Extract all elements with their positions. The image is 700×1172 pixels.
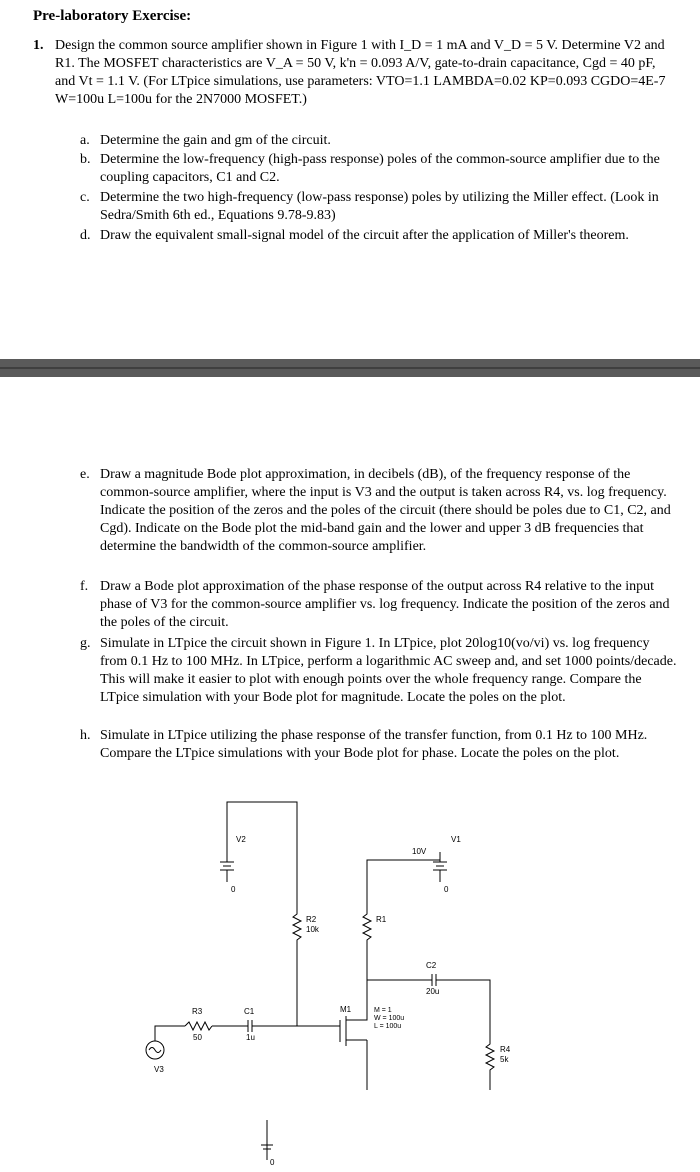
ground-label: 0 <box>270 1158 275 1167</box>
item-c <box>80 189 680 225</box>
item-label: d. <box>80 228 91 243</box>
ground-label: 0 <box>444 885 449 894</box>
c2-label: C2 <box>426 961 437 970</box>
item-text: Determine the two high-frequency (low-pass response) poles by utilizing the Miller effect. (Look in Sedra/Smith 6th ed., Equations 9.78-9.83) <box>100 190 659 223</box>
item-label: g. <box>80 636 91 651</box>
r3-value: 50 <box>193 1033 202 1042</box>
r2-label: R2 <box>306 915 317 924</box>
r2-value: 10k <box>306 925 319 934</box>
page-heading: Pre-laboratory Exercise: <box>33 8 192 24</box>
item-label: f. <box>80 579 89 594</box>
item-text: Draw the equivalent small-signal model of the circuit after the application of Miller's theorem. <box>100 228 629 243</box>
wire <box>367 852 440 910</box>
wire <box>436 980 490 1040</box>
item-label: c. <box>80 190 90 205</box>
item-label: h. <box>80 728 91 743</box>
m1-param: M = 1 <box>374 1007 392 1014</box>
problem-text: Design the common source amplifier shown in Figure 1 with I_D = 1 mA and V_D = 5 V. Determine V2 and R1. The MOSFET characteristics are V_A = 50 V, k'n = 0.093 A/V, gate-to-drain capacitance, Cgd = 40 pF, and Vt = 1.1 V. (For LTpice simulations, use parameters: VTO=1.1 LAMBDA=0.02 KP=0.093 CGDO=4E-7 W=100u L=100u for the 2N7000 MOSFET.) <box>55 38 666 107</box>
ground-label: 0 <box>231 885 236 894</box>
r1-label: R1 <box>376 915 387 924</box>
wire <box>155 1026 185 1030</box>
v1-label: V1 <box>451 835 461 844</box>
r4-value: 5k <box>500 1055 509 1064</box>
m1-param: L = 100u <box>374 1023 402 1030</box>
item-a <box>80 132 680 150</box>
c2-value: 20u <box>426 987 440 996</box>
v3-label: V3 <box>154 1065 164 1074</box>
page-break-band <box>0 359 700 377</box>
item-text: Draw a Bode plot approximation of the phase response of the output across R4 relative to the input phase of V3 for the common-source amplifier vs. log frequency. Indicate the position of the zeros and the poles of the circuit. <box>100 579 670 630</box>
item-b <box>80 151 680 187</box>
m1-param: W = 100u <box>374 1015 405 1022</box>
item-label: e. <box>80 467 90 482</box>
item-text: Determine the gain and gm of the circuit. <box>100 133 331 148</box>
r3-resistor <box>185 1022 212 1030</box>
wire <box>227 802 297 910</box>
item-h <box>80 727 680 763</box>
r2-resistor <box>293 910 301 1010</box>
item-d <box>80 227 680 245</box>
v2-label: V2 <box>236 835 246 844</box>
item-text: Draw a magnitude Bode plot approximation, in decibels (dB), of the frequency response of the common-source amplifier, where the input is V3 and the output is taken across R4, vs. log frequency. Indicate the position of the zeros and the poles of the circuit (there should be poles due to C1, C2, and Cgd). Indicate on the Bode plot the mid-band gain and the lower and upper 3 dB frequencies that determine the bandwidth of the common-source amplifier. <box>100 467 671 554</box>
problem-number: 1. <box>33 38 44 53</box>
r4-resistor <box>486 1040 494 1090</box>
circuit-schematic <box>140 790 520 1170</box>
item-label: b. <box>80 152 91 167</box>
problem-1 <box>33 37 673 109</box>
item-e <box>80 466 680 556</box>
item-label: a. <box>80 133 90 148</box>
item-f <box>80 578 680 632</box>
r4-label: R4 <box>500 1045 511 1054</box>
r3-label: R3 <box>192 1007 203 1016</box>
m1-label: M1 <box>340 1005 352 1014</box>
c1-value: 1u <box>246 1033 255 1042</box>
c1-label: C1 <box>244 1007 255 1016</box>
item-text: Determine the low-frequency (high-pass response) poles of the common-source amplifier due to the coupling capacitors, C1 and C2. <box>100 152 660 185</box>
item-text: Simulate in LTpice the circuit shown in Figure 1. In LTpice, plot 20log10(vo/vi) vs. log frequency from 0.1 Hz to 100 MHz. In LTpice, perform a logarithmic AC sweep and, and set 1000 points/decade. This will make it easier to plot with enough points over the whole frequency range. Compare the LTpice simulation with your Bode plot for magnitude. Locate the poles on the plot. <box>100 636 677 705</box>
item-text: Simulate in LTpice utilizing the phase response of the transfer function, from 0.1 Hz to 100 MHz. Compare the LTpice simulations with your Bode plot for phase. Locate the poles on the plot. <box>100 728 648 761</box>
r1-resistor <box>363 910 371 1010</box>
item-g <box>80 635 680 707</box>
v1-value: 10V <box>412 847 427 856</box>
